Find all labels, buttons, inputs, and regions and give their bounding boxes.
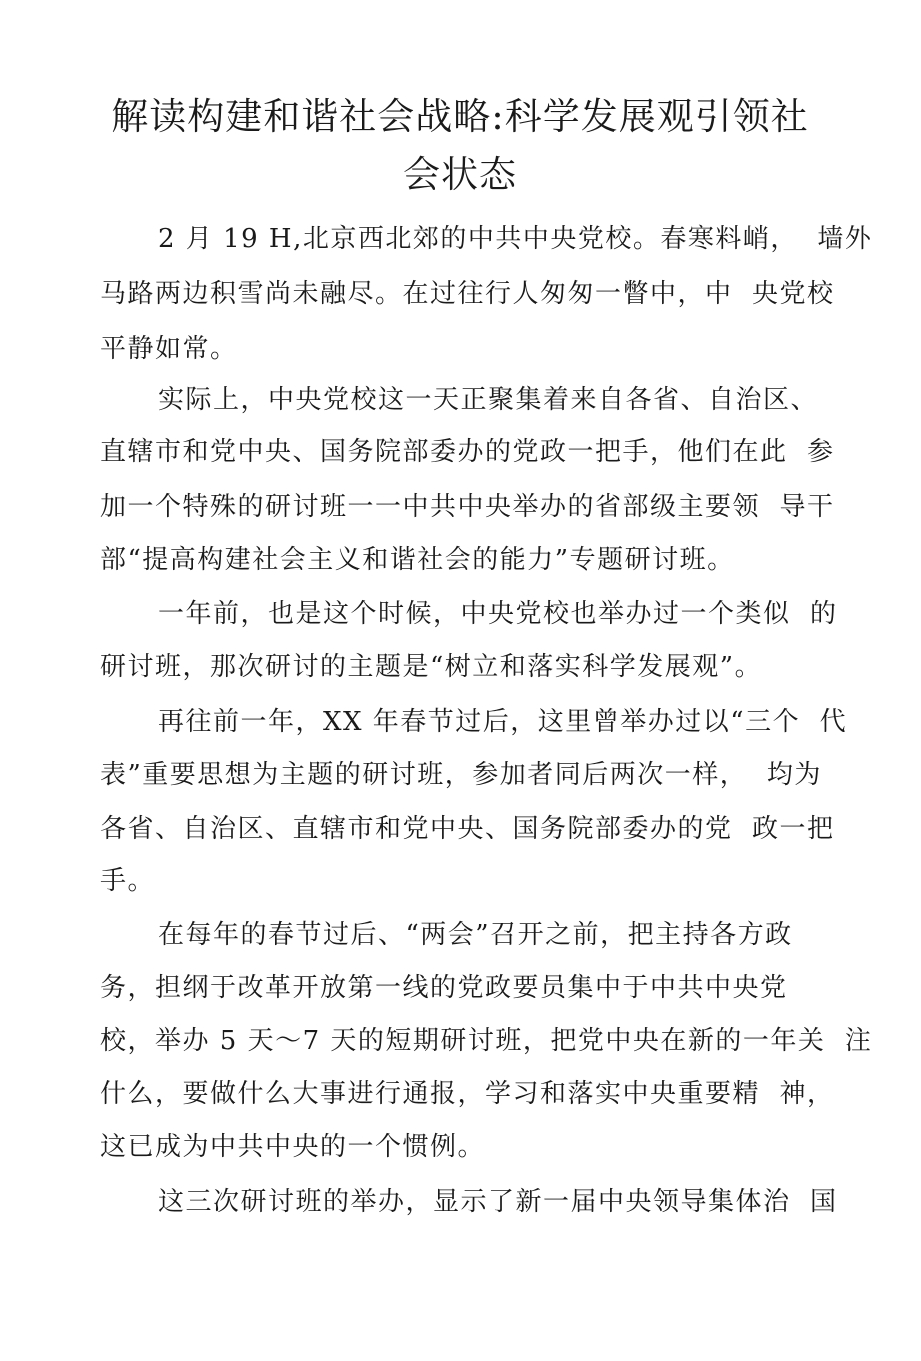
paragraph-line: 2 月 19 H,北京西北郊的中共中央党校。春寒料峭， 墙外 bbox=[158, 224, 873, 254]
paragraph-line: 研讨班，那次研讨的主题是“树立和落实科学发展观”。 bbox=[100, 652, 763, 682]
paragraph-line: 在每年的春节过后、“两会”召开之前，把主持各方政 bbox=[158, 920, 793, 950]
paragraph-line: 校，举办 5 天〜7 天的短期研讨班，把党中央在新的一年关 注 bbox=[100, 1026, 873, 1056]
paragraph-line: 各省、自治区、直辖市和党中央、国务院部委办的党 政一把 bbox=[100, 814, 835, 844]
paragraph-line: 平静如常。 bbox=[100, 334, 238, 364]
paragraph-line: 一年前，也是这个时候，中央党校也举办过一个类似 的 bbox=[158, 599, 838, 629]
paragraph-line: 直辖市和党中央、国务院部委办的党政一把手，他们在此 参 bbox=[100, 437, 835, 467]
title-line-1: 解读构建和谐社会战略:科学发展观引领社 bbox=[111, 95, 809, 138]
document-title bbox=[100, 88, 820, 204]
paragraph-line: 表”重要思想为主题的研讨班，参加者同后两次一样， 均为 bbox=[100, 760, 822, 790]
paragraph-line: 手。 bbox=[100, 866, 156, 896]
paragraph-line: 这已成为中共中央的一个惯例。 bbox=[100, 1132, 486, 1162]
paragraph-line: 这三次研讨班的举办，显示了新一届中央领导集体治 国 bbox=[158, 1187, 838, 1217]
paragraph-line: 什么，要做什么大事进行通报，学习和落实中央重要精 神， bbox=[100, 1079, 835, 1109]
paragraph-line: 实际上，中央党校这一天正聚集着来自各省、自治区、 bbox=[158, 385, 819, 415]
paragraph-line: 加一个特殊的研讨班一一中共中央举办的省部级主要领 导干 bbox=[100, 492, 835, 522]
paragraph-line: 部“提高构建社会主义和谐社会的能力”专题研讨班。 bbox=[100, 545, 735, 575]
paragraph-line: 再往前一年，XX 年春节过后，这里曾举办过以“三个 代 bbox=[158, 707, 848, 737]
paragraph-line: 务，担纲于改革开放第一线的党政要员集中于中共中央党 bbox=[100, 973, 788, 1003]
paragraph-line: 马路两边积雪尚未融尽。在过往行人匆匆一瞥中，中 央党校 bbox=[100, 279, 835, 309]
title-line-2: 会状态 bbox=[403, 153, 517, 196]
